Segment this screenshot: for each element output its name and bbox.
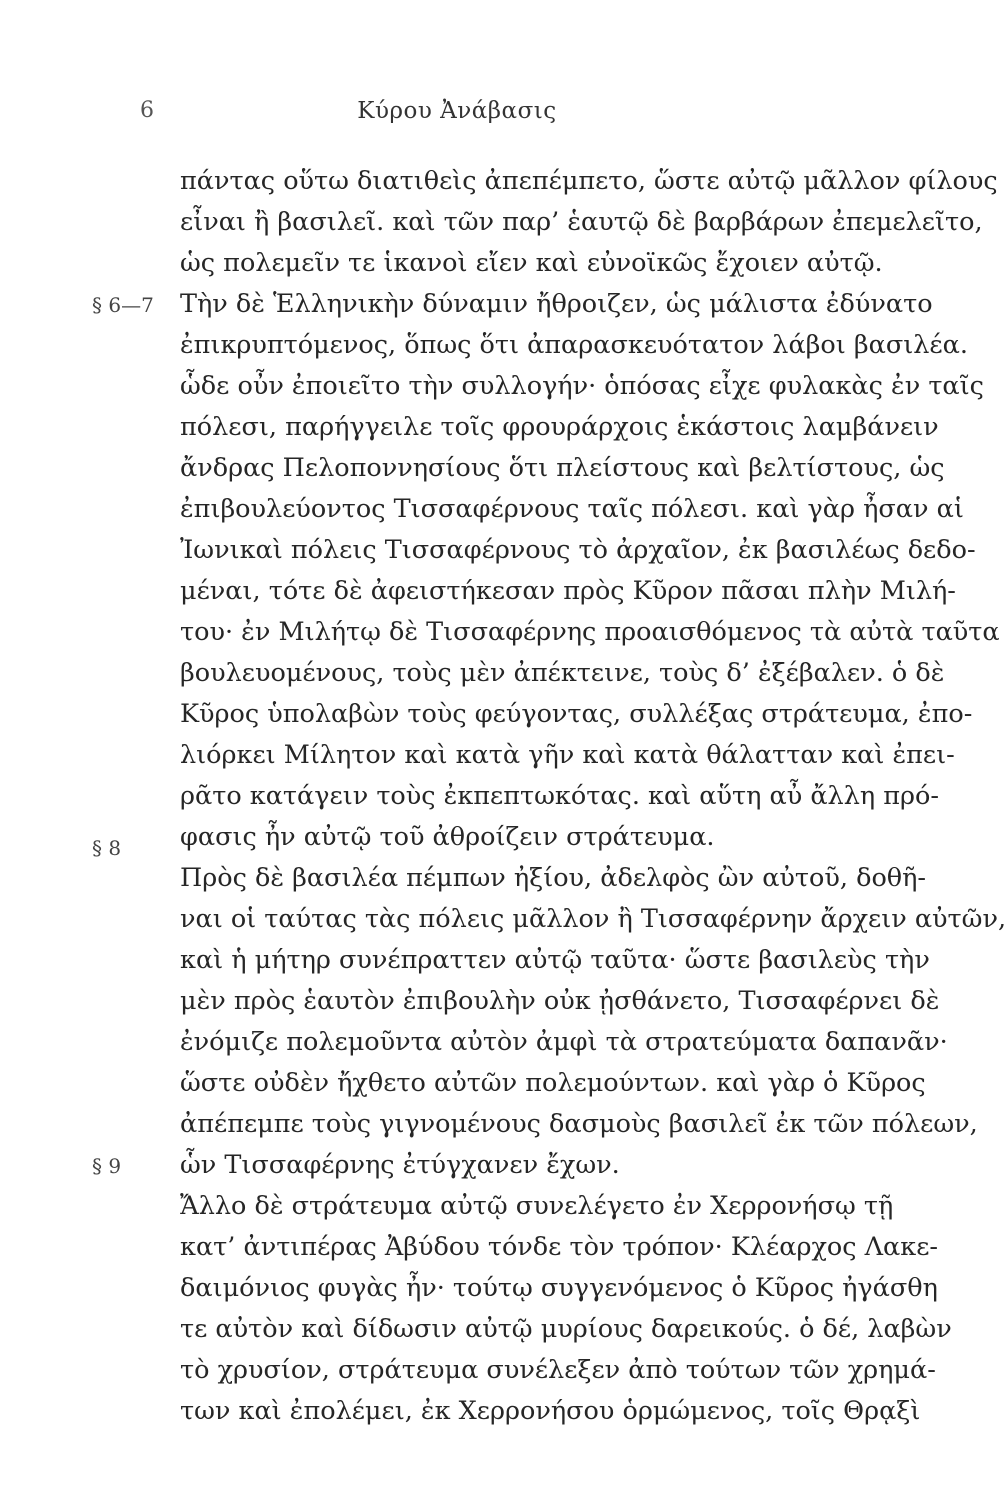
text-line: ἐνόμιζε πολεμοῦντα αὐτὸν ἀμφὶ τὰ στρατεύματα δαπανᾶν· [180, 1027, 948, 1057]
text-line: καὶ ἡ μήτηρ συνέπραττεν αὐτῷ ταῦτα· ὥστε βασιλεὺς τὴν [180, 945, 930, 975]
text-line: ρᾶτο κατάγειν τοὺς ἐκπεπτωκότας. καὶ αὕτη αὖ ἄλλη πρό- [180, 781, 939, 811]
text-line: πόλεσι, παρήγγειλε τοῖς φρουράρχοις ἑκάστοις λαμβάνειν [180, 412, 939, 442]
text-line: ὥστε οὐδὲν ἤχθετο αὐτῶν πολεμούντων. καὶ γὰρ ὁ Κῦρος [180, 1068, 926, 1098]
page-number: 6 [140, 98, 154, 123]
text-line: βουλευομένους, τοὺς μὲν ἀπέκτεινε, τοὺς δ’ ἐξέβαλεν. ὁ δὲ [180, 658, 945, 688]
text-line: μέναι, τότε δὲ ἀφειστήκεσαν πρὸς Κῦρον πᾶσαι πλὴν Μιλή- [180, 576, 956, 606]
text-line: ὧδε οὖν ἐποιεῖτο τὴν συλλογήν· ὁπόσας εἶχε φυλακὰς ἐν ταῖς [180, 371, 984, 401]
section-marker: § 8 [92, 836, 122, 860]
text-line: ὧν Τισσαφέρνης ἐτύγχανεν ἔχων. [180, 1150, 620, 1180]
text-line: Τὴν δὲ Ἑλληνικὴν δύναμιν ἤθροιζεν, ὡς μάλιστα ἐδύνατο [180, 289, 933, 319]
text-line: Πρὸς δὲ βασιλέα πέμπων ἠξίου, ἀδελφὸς ὢν αὐτοῦ, δοθῆ- [180, 863, 927, 893]
text-line: εἶναι ἢ βασιλεῖ. καὶ τῶν παρ’ ἑαυτῷ δὲ βαρβάρων ἐπεμελεῖτο, [180, 207, 983, 237]
running-title: Κύρου Ἀνάβασις [357, 98, 557, 124]
text-line: του· ἐν Μιλήτῳ δὲ Τισσαφέρνης προαισθόμενος τὰ αὐτὰ ταῦτα [180, 617, 1000, 647]
text-line: τε αὐτὸν καὶ δίδωσιν αὐτῷ μυρίους δαρεικούς. ὁ δέ, λαβὼν [180, 1314, 952, 1344]
text-line: κατ’ ἀντιπέρας Ἀβύδου τόνδε τὸν τρόπον· Κλέαρχος Λακε- [180, 1232, 939, 1262]
text-line: Ἄλλο δὲ στράτευμα αὐτῷ συνελέγετο ἐν Χερρονήσῳ τῇ [180, 1191, 894, 1221]
section-marker: § 6—7 [92, 293, 154, 317]
text-line: των καὶ ἐπολέμει, ἐκ Χερρονήσου ὁρμώμενος, τοῖς Θρᾳξὶ [180, 1396, 921, 1426]
running-head [0, 98, 914, 138]
text-line: ἐπιβουλεύοντος Τισσαφέρνους ταῖς πόλεσι. καὶ γὰρ ἦσαν αἱ [180, 494, 964, 524]
text-line: λιόρκει Μίλητον καὶ κατὰ γῆν καὶ κατὰ θάλατταν καὶ ἐπει- [180, 740, 955, 770]
text-line: μὲν πρὸς ἑαυτὸν ἐπιβουλὴν οὐκ ᾐσθάνετο, Τισσαφέρνει δὲ [180, 986, 940, 1016]
text-line: ὡς πολεμεῖν τε ἱκανοὶ εἴεν καὶ εὐνοϊκῶς ἔχοιεν αὐτῷ. [180, 248, 883, 278]
text-line: ἄνδρας Πελοποννησίους ὅτι πλείστους καὶ βελτίστους, ὡς [180, 453, 945, 483]
text-line: δαιμόνιος φυγὰς ἦν· τούτῳ συγγενόμενος ὁ Κῦρος ἠγάσθη [180, 1273, 938, 1303]
section-marker: § 9 [92, 1154, 122, 1178]
text-line: τὸ χρυσίον, στράτευμα συνέλεξεν ἀπὸ τούτων τῶν χρημά- [180, 1355, 936, 1385]
text-line: Κῦρος ὑπολαβὼν τοὺς φεύγοντας, συλλέξας στράτευμα, ἐπο- [180, 699, 973, 729]
text-line: φασις ἦν αὐτῷ τοῦ ἀθροίζειν στράτευμα. [180, 822, 715, 852]
text-line: ἀπέπεμπε τοὺς γιγνομένους δασμοὺς βασιλεῖ ἐκ τῶν πόλεων, [180, 1109, 978, 1139]
text-line: ἐπικρυπτόμενος, ὅπως ὅτι ἀπαρασκευότατον λάβοι βασιλέα. [180, 330, 968, 360]
text-line: πάντας οὕτω διατιθεὶς ἀπεπέμπετο, ὥστε αὐτῷ μᾶλλον φίλους [180, 166, 998, 196]
text-line: ναι οἱ ταύτας τὰς πόλεις μᾶλλον ἢ Τισσαφέρνην ἄρχειν αὐτῶν, [180, 904, 1006, 934]
text-line: Ἰωνικαὶ πόλεις Τισσαφέρνους τὸ ἀρχαῖον, ἐκ βασιλέως δεδο- [180, 535, 976, 565]
